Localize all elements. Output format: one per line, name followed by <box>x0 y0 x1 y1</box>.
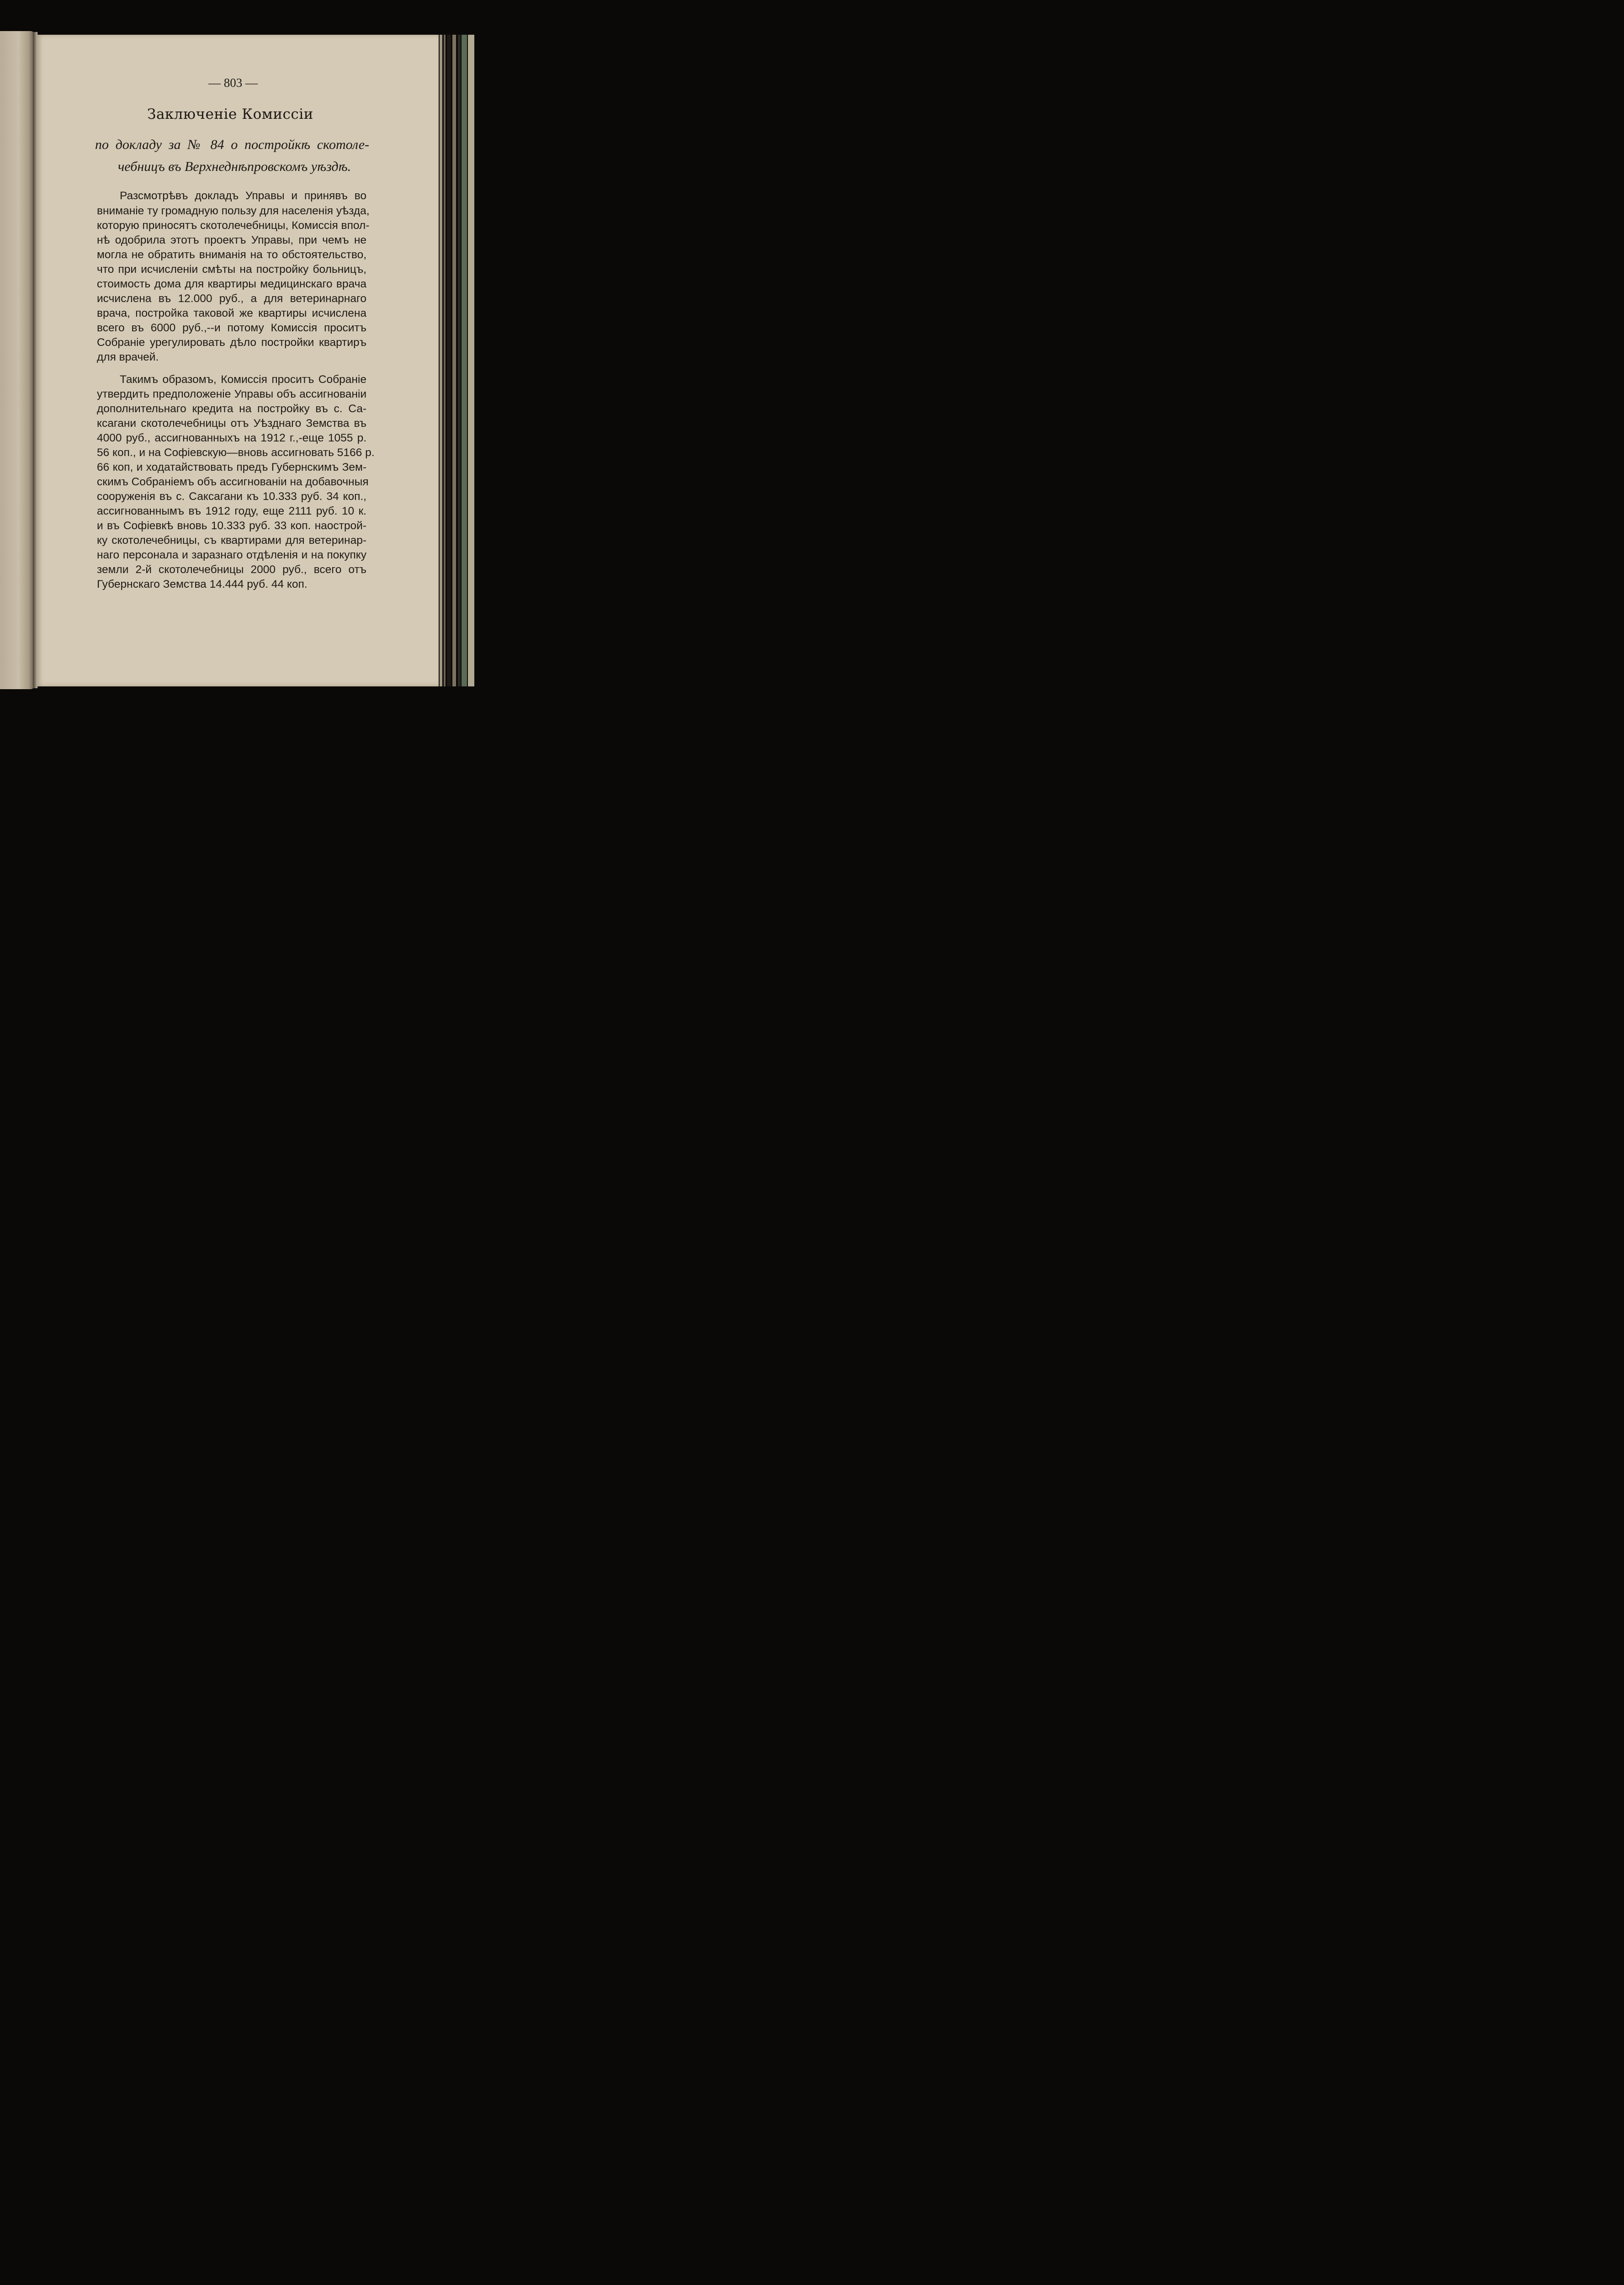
paragraph-1-line: которую приносятъ скотолечебницы, Комиссiя впол- <box>97 219 370 232</box>
page-edge <box>458 35 461 686</box>
paragraph-2-line: ксагани скотолечебницы отъ Уѣзднаго Земства въ <box>97 417 366 430</box>
page-title: Заключенiе Комиссiи <box>147 106 313 122</box>
paragraph-2-line: ассигнованнымъ въ 1912 году, еще 2111 руб. 10 к. <box>97 505 366 517</box>
page-edge <box>447 35 451 686</box>
paragraph-2-line: дополнительнаго кредита на постройку въ с. Са- <box>97 403 366 415</box>
paragraph-1-line: врача, постройка таковой же квартиры исчислена <box>97 307 366 319</box>
paragraph-1-line: для врачей. <box>97 351 159 363</box>
paragraph-1-line: Собранiе урегулировать дѣло постройки квартиръ <box>97 336 366 349</box>
cover-edge <box>462 35 467 686</box>
page-edge <box>440 35 442 686</box>
paragraph-2-line: 56 коп., и на Софiевскую—вновь ассигновать 5166 р. <box>97 446 375 459</box>
paragraph-2-line: 4000 руб., ассигнованныхъ на 1912 г.,-еще 1055 р. <box>97 432 366 444</box>
page-edge <box>452 35 456 686</box>
paragraph-1-line: Разсмотрѣвъ докладъ Управы и принявъ во <box>120 190 366 202</box>
subtitle-line: по докладу за № 84 о постройкѣ скотоле- <box>95 137 369 152</box>
paragraph-1-line: исчислена въ 12.000 руб., а для ветеринарнаго <box>97 292 366 305</box>
paragraph-1-line: нѣ одобрила этотъ проектъ Управы, при чемъ не <box>97 234 366 246</box>
page-number: — 803 — <box>208 76 258 90</box>
facing-page-edge <box>0 31 34 689</box>
paragraph-2-line: Такимъ образомъ, Комиссiя проситъ Собранiе <box>120 373 366 386</box>
paragraph-1-line: могла не обратить вниманiя на то обстоятельство, <box>97 249 366 261</box>
paragraph-2-line: и въ Софiевкѣ вновь 10.333 руб. 33 коп. наострой- <box>97 520 366 532</box>
paragraph-1-line: стоимость дома для квартиры медицинскаго врача <box>97 278 366 290</box>
subtitle-line: чебницъ въ Верхнеднѣпровскомъ уѣздѣ. <box>118 159 351 174</box>
paragraph-2-line: сооруженiя въ с. Саксагани къ 10.333 руб. 34 коп., <box>97 490 366 503</box>
paragraph-2-line: наго персонала и заразнаго отдѣленiя и на покупку <box>97 549 366 561</box>
paragraph-2-line: скимъ Собранiемъ объ ассигнованiи на добавочныя <box>97 476 369 488</box>
page-block-edges <box>440 35 477 686</box>
paragraph-2-line: утвердить предположенiе Управы объ ассигнованiи <box>97 388 366 400</box>
paragraph-1-line: всего въ 6000 руб.,--и потому Комиссiя проситъ <box>97 322 366 334</box>
paragraph-2-line: Губернскаго Земства 14.444 руб. 44 коп. <box>97 578 308 590</box>
page-edge <box>444 35 446 686</box>
paragraph-2-line: земли 2-й скотолечебницы 2000 руб., всего отъ <box>97 563 366 576</box>
paragraph-2-line: 66 коп, и ходатайствовать предъ Губернскимъ Зем- <box>97 461 366 473</box>
paragraph-2-line: ку скотолечебницы, съ квартирами для ветеринар- <box>97 534 366 547</box>
paragraph-1-line: что при исчисленiи смѣты на постройку больницъ, <box>97 263 366 276</box>
cover-edge <box>468 35 474 686</box>
paragraph-1-line: вниманiе ту громадную пользу для населенiя уѣзда, <box>97 205 370 217</box>
